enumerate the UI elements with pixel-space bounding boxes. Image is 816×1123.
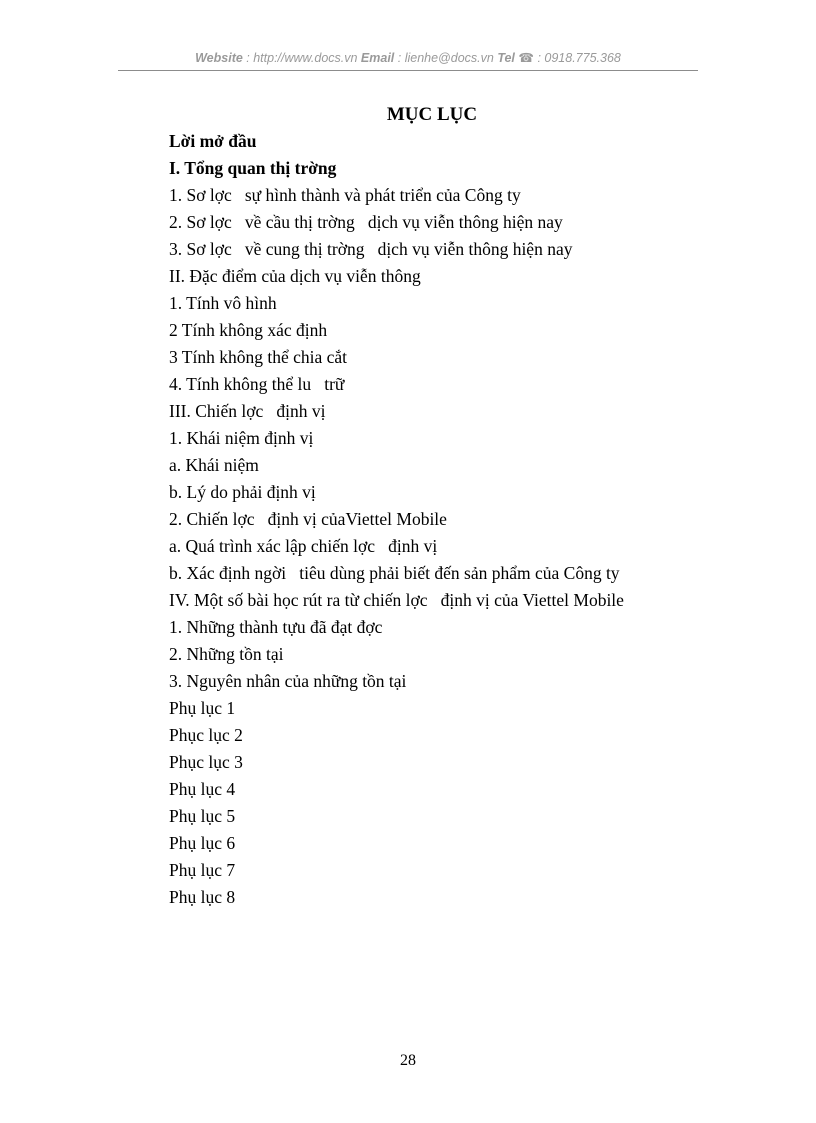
toc-entry: 3. Sơ lợc về cung thị trờng dịch vụ viễn thông hiện nay bbox=[169, 239, 573, 259]
toc-entry: Phụ lục 5 bbox=[169, 806, 236, 826]
page-number: 28 bbox=[400, 1052, 416, 1069]
toc-entry: Phụ lục 6 bbox=[169, 833, 236, 853]
toc-entry: 2. Chiến lợc định vị củaViettel Mobile bbox=[169, 509, 447, 529]
document-title: MỤC LỤC bbox=[386, 104, 478, 125]
toc-entry: Phụ lục 4 bbox=[169, 779, 236, 799]
toc-entry: 1. Tính vô hình bbox=[169, 293, 277, 313]
toc-entry: 1. Khái niệm định vị bbox=[169, 428, 314, 448]
toc-entry: 3 Tính không thể chia cắt bbox=[169, 347, 348, 367]
toc-entry: Lời mở đầu bbox=[169, 131, 257, 151]
toc-entry: III. Chiến lợc định vị bbox=[169, 401, 326, 421]
toc-entry: 2. Sơ lợc về cầu thị trờng dịch vụ viễn thông hiện nay bbox=[169, 212, 563, 232]
toc-entry: 4. Tính không thể lu trữ bbox=[169, 374, 345, 394]
toc-entry: b. Lý do phải định vị bbox=[169, 482, 316, 502]
toc-entry: Phụ lục 7 bbox=[169, 860, 236, 880]
tel-value: : 0918.775.368 bbox=[533, 51, 621, 65]
toc-entry: 3. Nguyên nhân của những tồn tại bbox=[169, 671, 407, 691]
telephone-icon: ☎ bbox=[518, 51, 534, 65]
toc-entry: IV. Một số bài học rút ra từ chiến lợc định vị của Viettel Mobile bbox=[169, 590, 624, 610]
table-of-contents bbox=[169, 128, 624, 911]
toc-entry: Phụ lục 8 bbox=[169, 887, 236, 907]
email-label: Email bbox=[360, 51, 395, 65]
email-value: : lienhe@docs.vn bbox=[394, 51, 498, 65]
toc-entry: Phụ lục 1 bbox=[169, 698, 236, 718]
toc-entry: 2 Tính không xác định bbox=[169, 320, 328, 340]
page-header bbox=[118, 50, 698, 65]
website-label: Website bbox=[195, 51, 243, 65]
website-value: : http://www.docs.vn bbox=[242, 51, 361, 65]
toc-entry: I. Tổng quan thị trờng bbox=[169, 158, 337, 178]
toc-entry: 1. Sơ lợc sự hình thành và phát triển của Công ty bbox=[169, 185, 521, 205]
toc-entry: 1. Những thành tựu đã đạt đợc bbox=[169, 617, 383, 637]
tel-label: Tel bbox=[497, 51, 515, 65]
toc-entry: b. Xác định ngời tiêu dùng phải biết đến sản phẩm của Công ty bbox=[169, 563, 620, 583]
toc-entry: Phục lục 2 bbox=[169, 725, 243, 745]
toc-entry: 2. Những tồn tại bbox=[169, 644, 284, 664]
toc-entry: a. Khái niệm bbox=[169, 455, 259, 475]
toc-entry: a. Quá trình xác lập chiến lợc định vị bbox=[169, 536, 438, 556]
toc-entry: II. Đặc điểm của dịch vụ viễn thông bbox=[169, 266, 421, 286]
toc-entry: Phục lục 3 bbox=[169, 752, 243, 772]
header-divider bbox=[118, 70, 698, 71]
